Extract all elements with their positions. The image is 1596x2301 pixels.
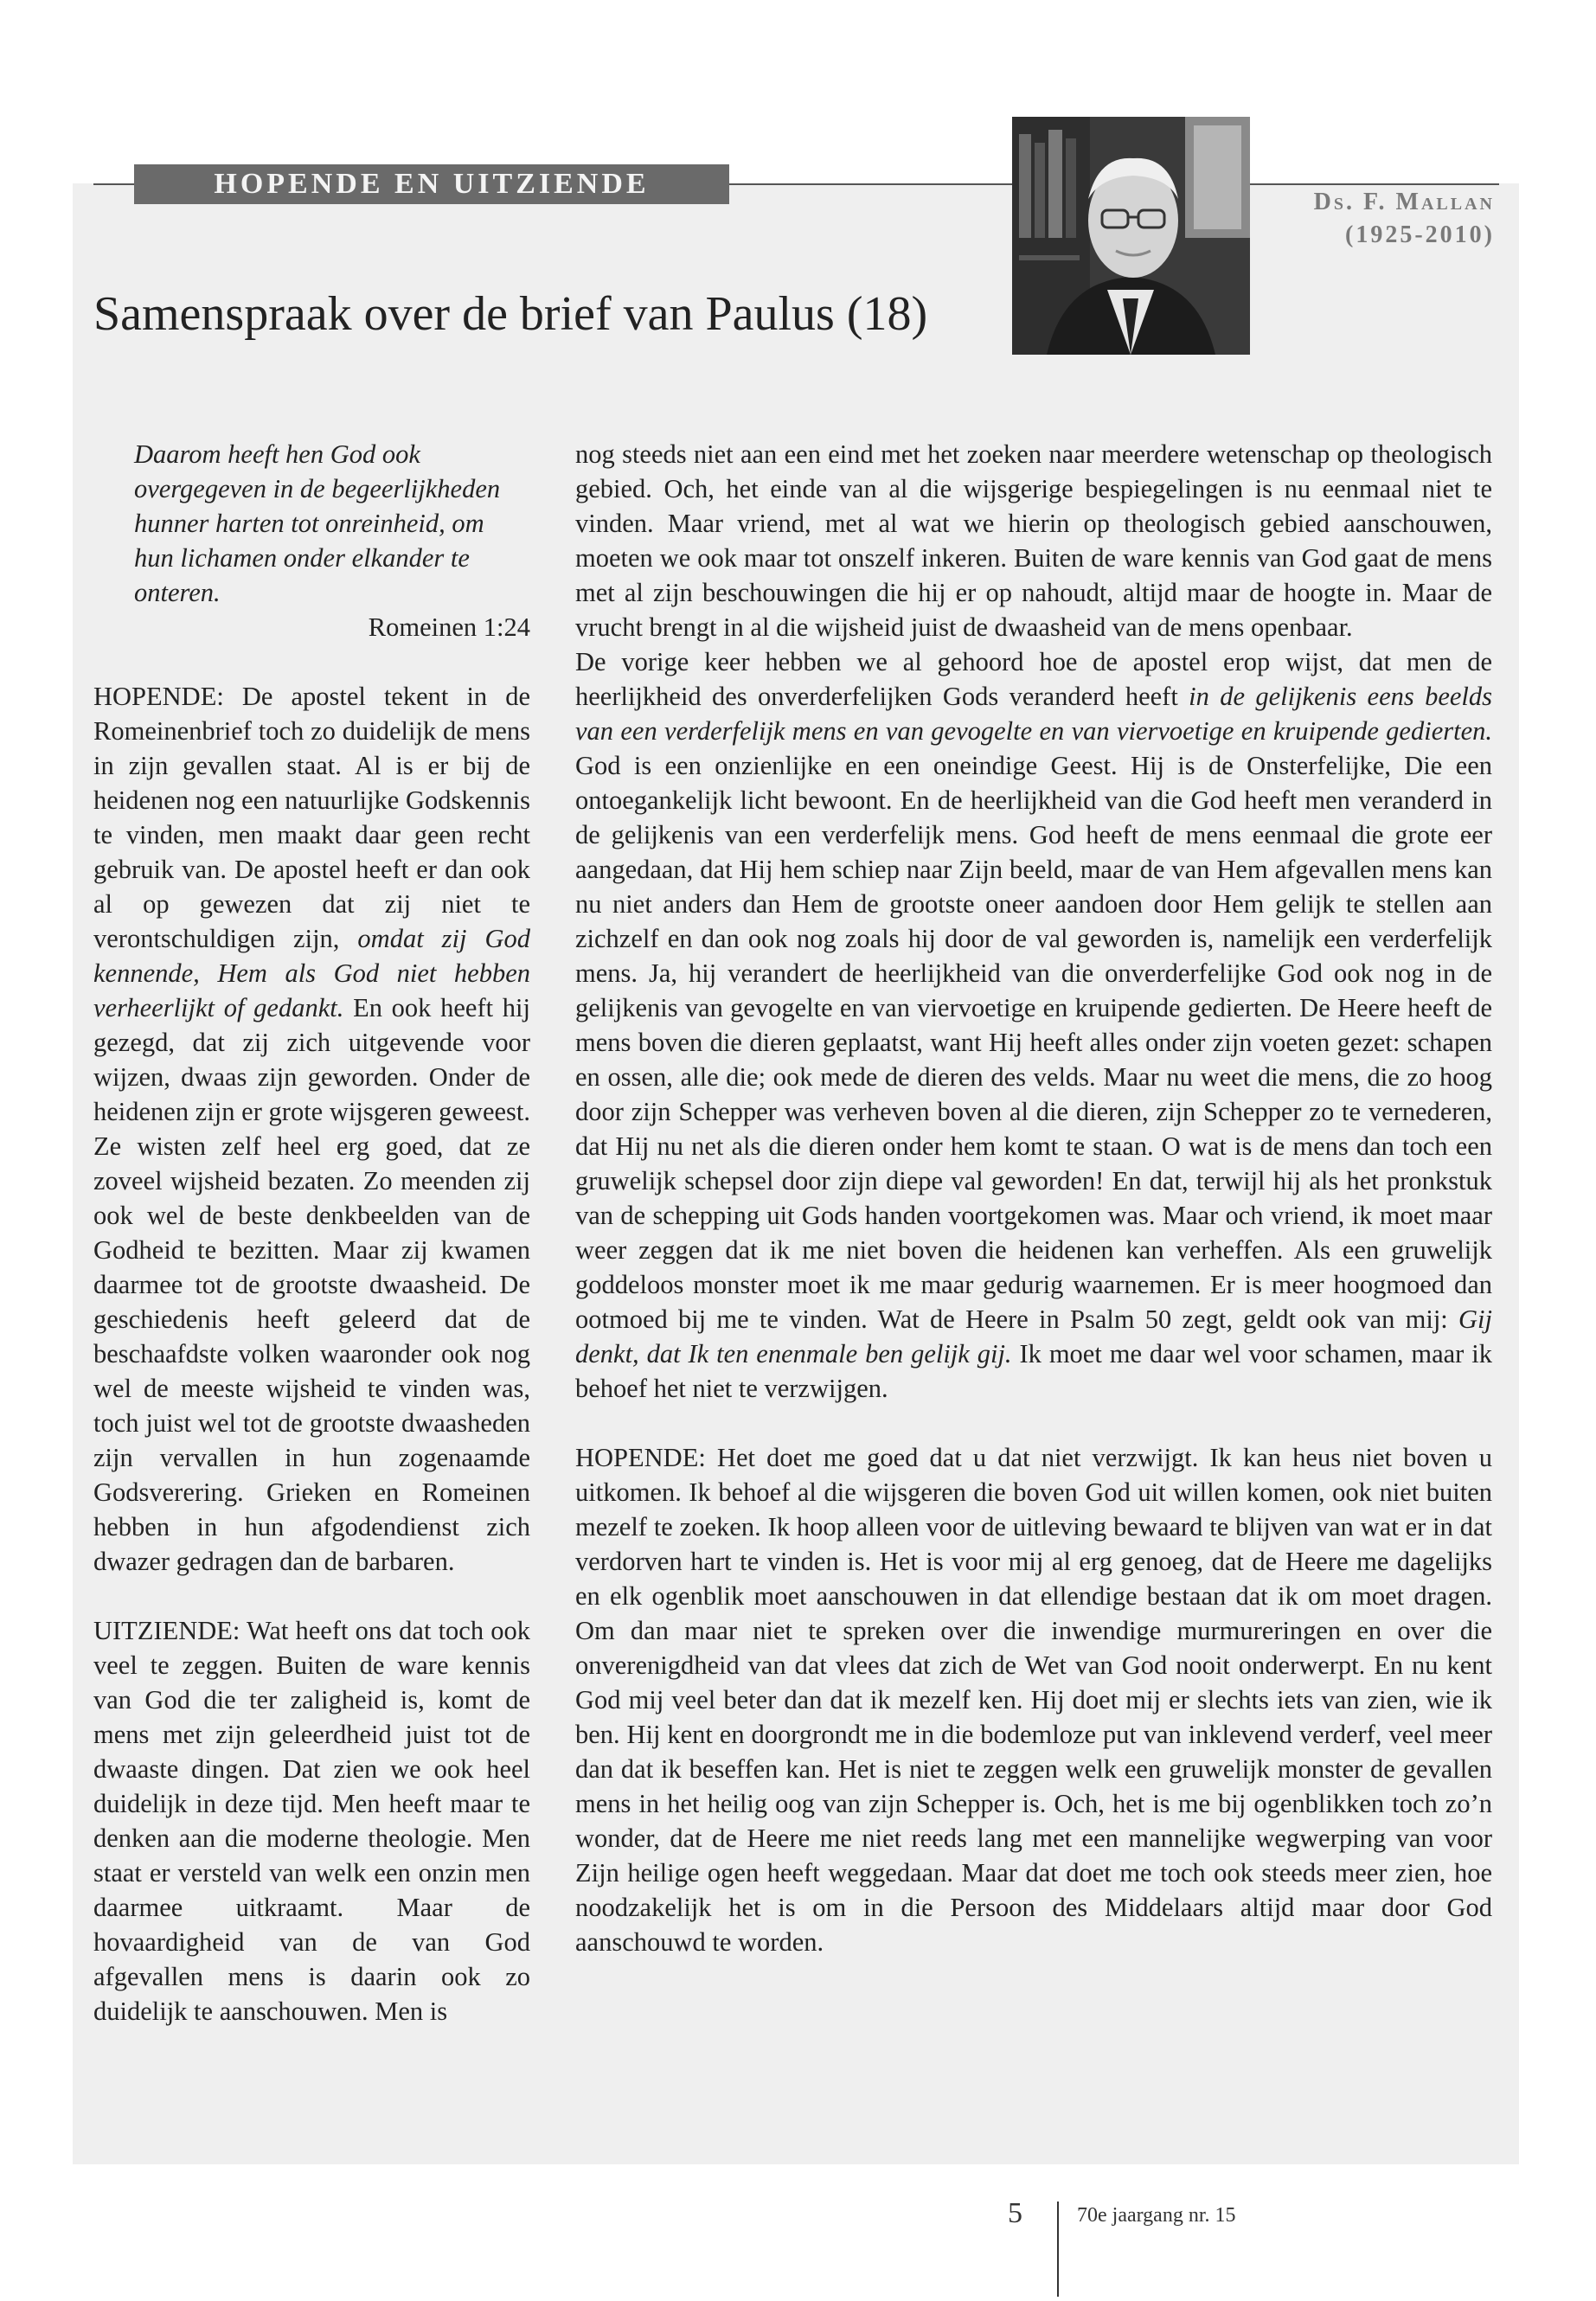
epigraph <box>93 437 530 644</box>
article-title: Samenspraak over de brief van Paulus (18) <box>93 287 928 341</box>
author-years: (1925-2010) <box>1345 221 1495 248</box>
epigraph-reference: Romeinen 1:24 <box>368 612 530 642</box>
right-column <box>575 437 1492 1959</box>
author-byline <box>1263 186 1495 252</box>
italic-run: omdat zij God kennende, Hem als God niet hebben verheerlijkt of gedankt. <box>93 924 531 1022</box>
paragraph: HOPENDE: Het doet me goed dat u dat niet verzwijgt. Ik kan heus niet boven u uitkomen. Ik behoef al die wijsgeren die boven God uit willen komen, ook niet buiten mezelf te zoeken. Ik hoop alleen voor de uitleving bewaard te blijven van wat er in dat verdorven hart te vinden is. Het is voor mij al erg genoeg, dat de Heere me dagelijks en elk ogenblik moet aanschouwen in dat ellendige bestaan dat ik om moet dragen. Om dan maar niet te spreken over die inwendige murmureringen en over die onverenigdheid van dat vlees dat zich de Wet van God nooit onderwerpt. En nu kent God mij veel beter dan dat ik mezelf ken. Hij doet mij er slechts iets van zien, wie ik ben. Hij kent en doorgrondt me in die bodemloze put van inklevend verderf, veel meer dan dat ik beseffen kan. Het is niet te zeggen welk een gruwelijk monster de gevallen mens in het heilig oog van zijn Schepper is. Och, het is me bij ogenblikken toch zo’n wonder, dat de Heere me niet reeds lang met een mannelijke wegwerping van voor Zijn heilige ogen heeft weggedaan. Maar dat doet me toch ook steeds meer zien, hoe noodzakelijk het is om in die Persoon des Middelaars altijd maar door God aanschouwd te worden. <box>575 1443 1492 1957</box>
author-name: Ds. F. Mallan <box>1313 189 1495 215</box>
paragraph: UITZIENDE: Wat heeft ons dat toch ook veel te zeggen. Buiten de ware kennis van God die ter zaligheid is, komt de mens met zijn geleerdheid juist tot de dwaaste dingen. Dat zien we ook heel duidelijk in deze tijd. Men heeft maar te denken aan die moderne theologie. Men staat er versteld van welk een onzin men daarmee uitkraamt. Maar de hovaardigheid van de van God afgevallen mens is daarin ook zo duidelijk te aanschouwen. Men is <box>93 1616 530 2026</box>
italic-run: in de gelijkenis eens beelds van een verderfelijk mens en van gevogelte en van viervoetige en kruipende gedierten. <box>575 682 1492 746</box>
paragraph <box>575 644 1492 1406</box>
italic-run: Gij denkt, dat Ik ten enenmale ben gelijk gij. <box>575 1304 1492 1368</box>
left-column <box>93 437 530 2029</box>
text-run: God is een onzienlijke en een oneindige Geest. Hij is de Onsterfelijke, Die een ontoegankelijk licht bewoont. En de heerlijkheid van die God heeft men veranderd in de gelijkenis van een verderfelijk mens. God heeft de mens eenmaal die grote eer aangedaan, dat Hij hem schiep naar Zijn beeld, maar de van Hem afgevallen mens kan nu niet anders dan Hem de grootste oneer aandoen door Hem gelijk te stellen aan zichzelf en dan ook nog zoals hij door de val geworden is, namelijk een verderfelijk mens. Ja, hij verandert de heerlijkheid van die onverderfelijke God ook nog in de gelijkenis van gevogelte en van viervoetige en kruipende gedierten. De Heere heeft de mens boven die dieren geplaatst, want Hij heeft alles onder zijn voeten gezet: schapen en ossen, alle die; ook mede de dieren des velds. Maar nu weet die mens, die zo hoog door zijn Schepper was verheven boven al die dieren, zijn Schepper zo te vernederen, dat Hij nu net als die dieren onder hem komt te staan. O wat is de mens dan toch een gruwelijk schepsel door zijn diepe val geworden! En dat, terwijl hij als het pronkstuk van de schepping uit Gods handen voortgekomen was. Maar och vriend, ik moet maar weer zeggen dat ik me niet boven die heidenen kan verheffen. Als een gruwelijk goddeloos monster moet ik me maar gedurig waarnemen. Er is meer hoogmoed dan ootmoed bij me te vinden. Wat de Heere in Psalm 50 zegt, geldt ook van mij: <box>575 751 1492 1334</box>
text-run: En ook heeft hij gezegd, dat zij zich uitgevende voor wijzen, dwaas zijn geworden. Onder de heidenen zijn er grote wijsgeren geweest. Ze wisten zelf heel erg goed, dat ze zoveel wijsheid bezaten. Zo meenden zij ook wel de beste denkbeelden van de Godheid te bezitten. Maar zij kwamen daarmee tot de grootste dwaasheid. De geschiedenis heeft geleerd dat de beschaafdste volken waaronder ook nog wel de meeste wijsheid te vinden was, toch juist wel tot de grootste dwaasheden zijn vervallen in hun zogenaamde Godsverering. Grieken en Romeinen hebben in hun afgodendienst zich dwazer gedragen dan de barbaren. <box>93 993 530 1576</box>
paragraph: nog steeds niet aan een eind met het zoeken naar meerdere wetenschap op theologisch gebied. Och, het einde van al die wijsgerige bespiegelingen is nu eenmaal niet te vinden. Maar vriend, met al wat we hierin op theologisch gebied aanschouwen, moeten we ook maar tot onszelf inkeren. Buiten de ware kennis van God gaat de mens met al zijn beschouwingen die hij er op nahoudt, altijd maar de hoogte in. Maar de vrucht brengt in al die wijsheid juist de dwaasheid van de mens openbaar. <box>575 439 1492 642</box>
footer-divider <box>1057 2202 1059 2297</box>
text-run: HOPENDE: De apostel tekent in de Romeinenbrief toch zo duidelijk de mens in zijn gevallen staat. Al is er bij de heidenen nog een natuurlijke Godskennis te vinden, men maakt daar geen recht gebruik van. De apostel heeft er dan ook al op gewezen dat zij niet te verontschuldigen zijn, <box>93 682 530 953</box>
epigraph-text: Daarom heeft hen God ook overgegeven in de begeerlijkheden hunner harten tot onreinheid, om hun lichamen onder elkander te onteren. <box>134 439 501 607</box>
text-run: Ik moet me daar wel voor schamen, maar ik behoef het niet te verzwijgen. <box>575 1339 1492 1403</box>
section-label: HOPENDE EN UITZIENDE <box>134 164 729 204</box>
paragraph <box>93 679 530 1579</box>
issue-label: 70e jaargang nr. 15 <box>1077 2204 1236 2227</box>
text-run: De vorige keer hebben we al gehoord hoe de apostel erop wijst, dat men de heerlijkheid des onverderfelijken Gods veranderd heeft <box>575 647 1492 711</box>
author-photo <box>1012 117 1250 355</box>
page-number: 5 <box>1008 2197 1022 2229</box>
